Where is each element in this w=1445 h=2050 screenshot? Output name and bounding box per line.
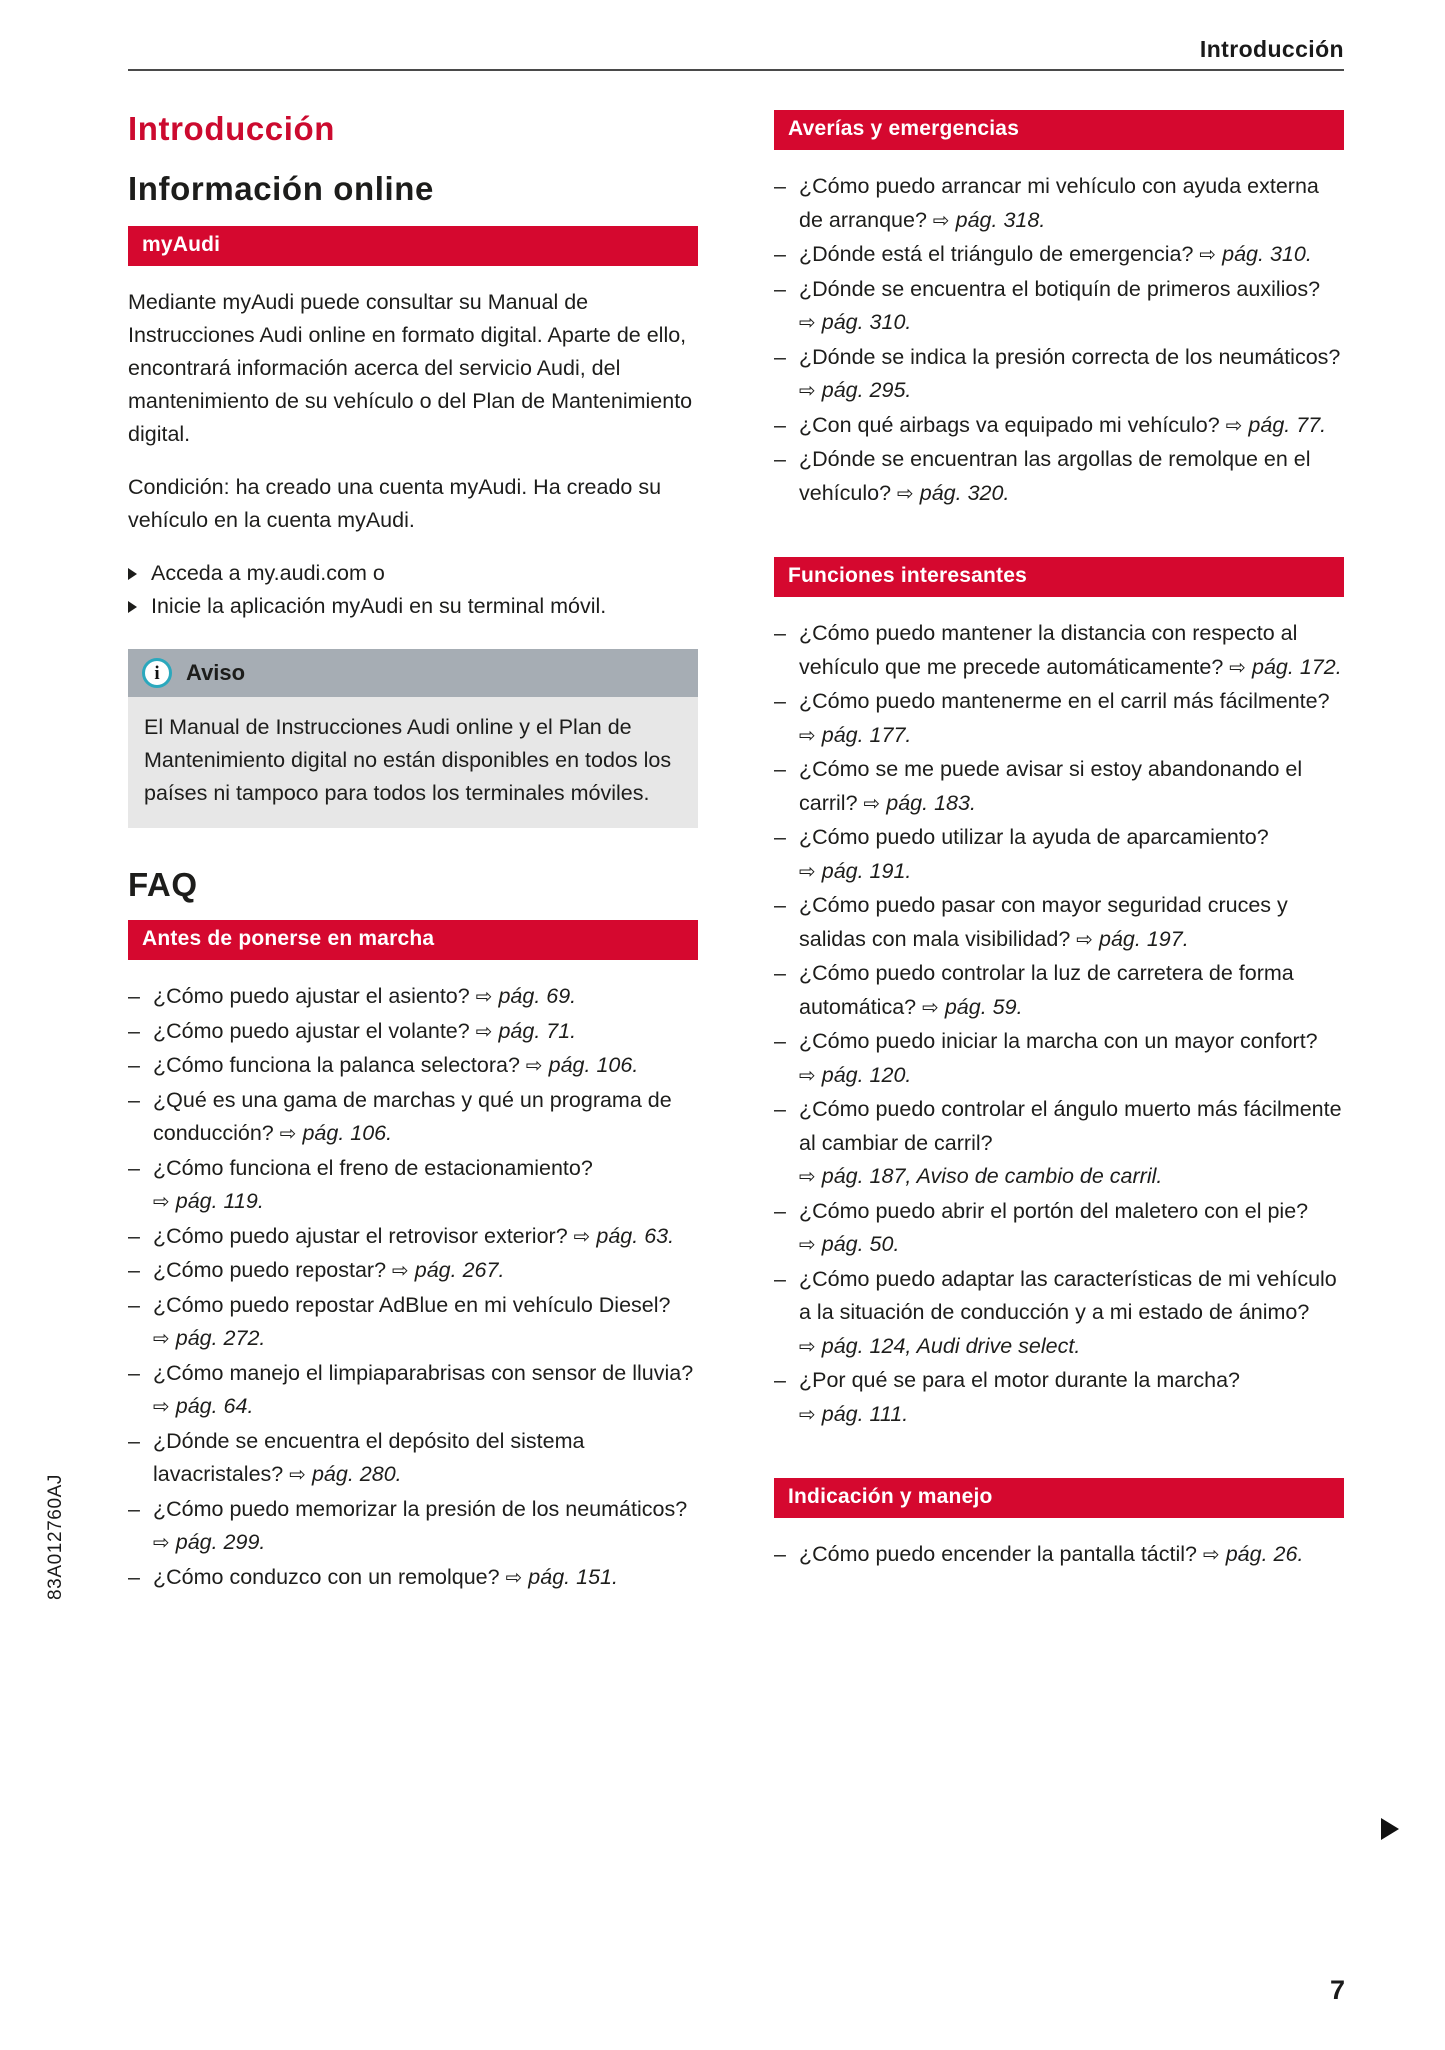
faq-list	[774, 170, 1344, 511]
page-reference[interactable]	[476, 984, 576, 1008]
reference-arrow-icon: ⇨	[505, 1566, 523, 1589]
faq-question: ¿Cómo puedo arrancar mi vehículo con ayuda externa de arranque?	[799, 174, 1319, 232]
list-dash: –	[774, 276, 786, 301]
list-dash: –	[128, 1360, 140, 1385]
page-reference[interactable]	[864, 791, 976, 815]
triangle-bullet-icon	[128, 568, 137, 580]
faq-item[interactable]	[774, 341, 1344, 409]
page-reference-label: pág. 183.	[880, 790, 976, 815]
reference-arrow-icon: ⇨	[799, 1403, 816, 1426]
faq-item[interactable]	[128, 1049, 698, 1084]
list-dash: –	[774, 1542, 786, 1567]
faq-question: ¿Cómo conduzco con un remolque?	[153, 1564, 506, 1589]
page-reference-label: pág. 106.	[296, 1121, 393, 1146]
reference-arrow-icon: ⇨	[289, 1464, 306, 1487]
faq-question: ¿Cómo puedo abrir el portón del maletero con el pie?	[799, 1198, 1309, 1223]
faq-item[interactable]	[128, 1220, 698, 1255]
page-number: 7	[1329, 1975, 1345, 2005]
reference-arrow-icon: ⇨	[799, 1064, 816, 1087]
faq-question: ¿Dónde se encuentra el depósito del sistema lavacristales?	[153, 1428, 585, 1487]
faq-question: ¿Qué es una gama de marchas y qué un programa de conducción?	[153, 1087, 672, 1146]
reference-arrow-icon: ⇨	[153, 1532, 170, 1555]
list-dash: –	[774, 242, 786, 267]
faq-item[interactable]	[774, 1538, 1344, 1573]
faq-item[interactable]	[774, 889, 1344, 957]
list-dash: –	[774, 344, 786, 369]
right-column	[774, 110, 1344, 1595]
reference-arrow-icon: ⇨	[799, 312, 816, 335]
page-reference[interactable]	[153, 1189, 264, 1213]
faq-item[interactable]	[774, 685, 1344, 753]
step-label: Inicie la aplicación myAudi en su terminal móvil.	[151, 594, 607, 619]
reference-arrow-icon: ⇨	[1076, 928, 1094, 951]
faq-question: ¿Cómo puedo ajustar el retrovisor exterior?	[153, 1223, 574, 1248]
faq-question: ¿Cómo se me puede avisar si estoy abandonando el carril?	[799, 757, 1303, 815]
page-reference-label: pág. 63.	[590, 1223, 675, 1248]
faq-item[interactable]	[774, 1263, 1344, 1365]
list-dash: –	[774, 757, 786, 782]
faq-question: ¿Con qué airbags va equipado mi vehículo?	[799, 412, 1226, 437]
page-reference-label: pág. 69.	[492, 984, 577, 1009]
page-reference[interactable]	[799, 1334, 1080, 1358]
info-icon: i	[142, 658, 172, 688]
faq-item[interactable]	[128, 1152, 698, 1220]
page-reference[interactable]	[799, 1232, 899, 1256]
page-reference-label: pág. 299.	[169, 1530, 266, 1555]
reference-arrow-icon: ⇨	[932, 209, 950, 232]
page-reference[interactable]	[153, 1530, 265, 1554]
faq-list	[774, 1538, 1344, 1573]
list-dash: –	[128, 1258, 140, 1283]
faq-item[interactable]	[774, 273, 1344, 341]
page-reference-label: pág. 59.	[938, 994, 1023, 1019]
faq-item[interactable]	[128, 1084, 698, 1152]
faq-question: ¿Cómo puedo controlar la luz de carretera de forma automática?	[799, 961, 1294, 1019]
page-reference-label: pág. 124, Audi drive select.	[815, 1333, 1081, 1358]
step-label: Acceda a my.audi.com o	[151, 561, 385, 586]
page-reference-label: pág. 280.	[306, 1462, 402, 1487]
faq-question: ¿Cómo puedo encender la pantalla táctil?	[799, 1542, 1203, 1567]
reference-arrow-icon: ⇨	[153, 1191, 170, 1214]
reference-arrow-icon: ⇨	[153, 1328, 170, 1351]
paragraph-myaudi-intro: Mediante myAudi puede consultar su Manual de Instrucciones Audi online en formato digital. Aparte de ello, encontrará información acerca del servicio Audi, del mantenimiento de su vehículo o del Plan de Mantenimiento digital.	[128, 290, 693, 447]
faq-item[interactable]	[128, 1357, 698, 1425]
faq-question: ¿Cómo puedo mantener la distancia con respecto al vehículo que me precede automáticamente?	[799, 621, 1298, 679]
page-reference-label: pág. 177.	[815, 722, 912, 747]
faq-item[interactable]	[774, 238, 1344, 273]
page-reference[interactable]	[153, 1394, 253, 1418]
list-dash: –	[128, 1496, 140, 1521]
faq-item[interactable]	[128, 1493, 698, 1561]
page-reference[interactable]	[799, 859, 911, 883]
page-reference[interactable]	[1229, 655, 1341, 679]
section-title: Información online	[128, 170, 434, 207]
faq-item[interactable]	[128, 1015, 698, 1050]
page-columns	[128, 110, 1344, 1595]
reference-arrow-icon: ⇨	[279, 1123, 297, 1146]
reference-arrow-icon: ⇨	[799, 1166, 816, 1189]
page-reference-label: pág. 111.	[815, 1401, 909, 1426]
faq-question: ¿Cómo puedo repostar AdBlue en mi vehículo Diesel?	[153, 1292, 671, 1317]
page-header	[128, 36, 1344, 71]
list-dash: –	[128, 1018, 140, 1043]
page-reference-label: pág. 191.	[815, 858, 912, 883]
faq-item[interactable]	[128, 1561, 698, 1596]
reference-arrow-icon: ⇨	[153, 1396, 170, 1419]
left-column	[128, 110, 698, 1595]
page-reference[interactable]	[897, 481, 1009, 505]
faq-question: ¿Cómo funciona la palanca selectora?	[153, 1053, 526, 1078]
reference-arrow-icon: ⇨	[897, 482, 914, 505]
page-reference[interactable]	[1199, 242, 1311, 266]
list-dash: –	[128, 1155, 140, 1180]
faq-question: ¿Dónde se indica la presión correcta de los neumáticos?	[799, 344, 1341, 369]
list-dash: –	[128, 1564, 140, 1589]
page-reference[interactable]	[392, 1258, 504, 1282]
subsection-bar: Averías y emergencias	[774, 110, 1344, 150]
page-reference-label: pág. 71.	[492, 1018, 577, 1043]
page-reference-label: pág. 172.	[1246, 654, 1342, 679]
step-item	[128, 590, 698, 623]
list-dash: –	[774, 621, 786, 646]
faq-question: ¿Cómo puedo controlar el ángulo muerto más fácilmente al cambiar de carril?	[799, 1097, 1342, 1155]
list-dash: –	[774, 1368, 786, 1393]
page-reference[interactable]	[506, 1565, 618, 1589]
faq-question: ¿Cómo puedo mantenerme en el carril más fácilmente?	[799, 689, 1330, 714]
faq-item[interactable]	[128, 1425, 698, 1493]
list-dash: –	[774, 174, 786, 199]
page-reference[interactable]	[476, 1019, 576, 1043]
page-reference[interactable]	[799, 1063, 911, 1087]
faq-item[interactable]	[774, 1025, 1344, 1093]
page-reference-label: pág. 310.	[1216, 242, 1312, 267]
subsection-bar-myaudi: myAudi	[128, 226, 698, 266]
list-dash: –	[774, 447, 786, 472]
page-reference-label: pág. 26.	[1219, 1542, 1304, 1567]
page-reference[interactable]	[799, 1164, 1162, 1188]
page-reference-label: pág. 106.	[542, 1053, 639, 1078]
subsection-bar: Indicación y manejo	[774, 1478, 1344, 1518]
faq-question: ¿Por qué se para el motor durante la marcha?	[799, 1368, 1240, 1393]
faq-question: ¿Cómo funciona el freno de estacionamiento?	[153, 1155, 593, 1180]
page-reference[interactable]	[799, 723, 911, 747]
page-reference-label: pág. 64.	[169, 1394, 254, 1419]
list-dash: –	[128, 1053, 140, 1078]
faq-item[interactable]	[774, 957, 1344, 1025]
reference-arrow-icon: ⇨	[1225, 414, 1243, 437]
list-dash: –	[128, 1428, 140, 1453]
faq-item[interactable]	[128, 1289, 698, 1357]
reference-arrow-icon: ⇨	[922, 996, 939, 1019]
faq-item[interactable]	[774, 753, 1344, 821]
page-reference-label: pág. 272.	[169, 1326, 266, 1351]
reference-arrow-icon: ⇨	[799, 860, 816, 883]
faq-item[interactable]	[774, 1364, 1344, 1432]
page-reference-label: pág. 197.	[1093, 926, 1189, 951]
triangle-bullet-icon	[128, 601, 137, 613]
faq-question: ¿Cómo puedo memorizar la presión de los neumáticos?	[153, 1496, 688, 1521]
chapter-title: Introducción	[128, 110, 336, 147]
faq-item[interactable]	[774, 409, 1344, 444]
page-reference-label: pág. 187, Aviso de cambio de carril.	[815, 1164, 1163, 1189]
list-dash: –	[774, 1097, 786, 1122]
note-text: El Manual de Instrucciones Audi online y el Plan de Mantenimiento digital no están disponibles en todos los países ni tampoco para todos los terminales móviles.	[144, 715, 672, 806]
header-title: Introducción	[1199, 36, 1344, 62]
reference-arrow-icon: ⇨	[573, 1225, 591, 1248]
reference-arrow-icon: ⇨	[799, 380, 816, 403]
continuation-arrow-icon	[1381, 1818, 1399, 1840]
page-reference-label: pág. 295.	[815, 378, 912, 403]
faq-question: ¿Cómo puedo utilizar la ayuda de aparcamiento?	[799, 825, 1269, 850]
page-reference-label: pág. 120.	[815, 1062, 912, 1087]
note-header	[128, 649, 698, 697]
page-reference[interactable]	[1203, 1542, 1303, 1566]
page-reference-label: pág. 151.	[522, 1564, 618, 1589]
list-dash: –	[774, 689, 786, 714]
list-dash: –	[774, 825, 786, 850]
faq-question: ¿Cómo puedo ajustar el volante?	[153, 1018, 476, 1043]
page-reference[interactable]	[526, 1053, 638, 1077]
list-dash: –	[774, 1029, 786, 1054]
faq-question: ¿Cómo manejo el limpiaparabrisas con sensor de lluvia?	[153, 1360, 694, 1385]
list-dash: –	[128, 1223, 140, 1248]
spine-part-number: 83A012760AJ	[45, 1474, 66, 1600]
page-reference[interactable]	[574, 1224, 674, 1248]
reference-arrow-icon: ⇨	[475, 1020, 493, 1043]
faq-item[interactable]	[774, 1093, 1344, 1195]
page-reference[interactable]	[933, 208, 1045, 232]
reference-arrow-icon: ⇨	[799, 1234, 816, 1257]
list-dash: –	[128, 1292, 140, 1317]
reference-arrow-icon: ⇨	[1202, 1544, 1220, 1567]
faq-list-antes	[128, 980, 698, 1595]
list-dash: –	[128, 1087, 140, 1112]
faq-question: ¿Dónde se encuentra el botiquín de primeros auxilios?	[799, 276, 1321, 301]
step-list	[128, 557, 698, 623]
reference-arrow-icon: ⇨	[799, 1335, 816, 1358]
faq-question: ¿Cómo puedo pasar con mayor seguridad cruces y salidas con mala visibilidad?	[799, 893, 1288, 951]
faq-item[interactable]	[774, 443, 1344, 511]
reference-arrow-icon: ⇨	[863, 792, 881, 815]
page-reference[interactable]	[799, 1402, 908, 1426]
faq-list	[774, 617, 1344, 1432]
list-dash: –	[774, 893, 786, 918]
faq-item[interactable]	[774, 1195, 1344, 1263]
faq-item[interactable]	[128, 980, 698, 1015]
page-reference-label: pág. 320.	[913, 480, 1010, 505]
reference-arrow-icon: ⇨	[1199, 244, 1217, 267]
page-reference[interactable]	[280, 1121, 392, 1145]
page-reference[interactable]	[1226, 413, 1326, 437]
faq-question: ¿Dónde está el triángulo de emergencia?	[799, 242, 1200, 267]
faq-question: ¿Cómo puedo adaptar las características de mi vehículo a la situación de conducción y a mi estado de ánimo?	[799, 1266, 1337, 1325]
page-reference[interactable]	[922, 995, 1022, 1019]
page-reference-label: pág. 77.	[1242, 412, 1327, 437]
subsection-bar-antes: Antes de ponerse en marcha	[128, 920, 698, 960]
page-reference-label: pág. 50.	[815, 1232, 900, 1257]
page-reference[interactable]	[289, 1462, 401, 1486]
page-reference[interactable]	[799, 378, 911, 402]
reference-arrow-icon: ⇨	[475, 986, 493, 1009]
list-dash: –	[774, 412, 786, 437]
page-reference-label: pág. 318.	[949, 207, 1046, 232]
faq-title: FAQ	[128, 866, 198, 904]
list-dash: –	[774, 1198, 786, 1223]
faq-item[interactable]	[774, 170, 1344, 238]
page-reference[interactable]	[1076, 927, 1188, 951]
note-title: Aviso	[186, 660, 246, 686]
list-dash: –	[774, 961, 786, 986]
page-reference[interactable]	[153, 1326, 265, 1350]
reference-arrow-icon: ⇨	[1229, 656, 1247, 679]
step-item	[128, 557, 698, 590]
note-box	[128, 649, 698, 828]
reference-arrow-icon: ⇨	[799, 724, 816, 747]
faq-item[interactable]	[774, 617, 1344, 685]
reference-arrow-icon: ⇨	[392, 1260, 409, 1283]
faq-question: ¿Dónde se encuentran las argollas de remolque en el vehículo?	[799, 447, 1311, 505]
faq-question: ¿Cómo puedo ajustar el asiento?	[153, 984, 476, 1009]
faq-item[interactable]	[128, 1254, 698, 1289]
subsection-bar: Funciones interesantes	[774, 557, 1344, 597]
faq-question: ¿Cómo puedo repostar?	[153, 1258, 393, 1283]
faq-question: ¿Cómo puedo iniciar la marcha con un mayor confort?	[799, 1029, 1318, 1054]
page-reference-label: pág. 267.	[408, 1258, 505, 1283]
list-dash: –	[774, 1266, 786, 1291]
reference-arrow-icon: ⇨	[525, 1055, 543, 1078]
list-dash: –	[128, 984, 140, 1009]
page-reference[interactable]	[799, 310, 911, 334]
paragraph-condition: Condición: ha creado una cuenta myAudi. Ha creado su vehículo en la cuenta myAudi.	[128, 475, 662, 533]
faq-item[interactable]	[774, 821, 1344, 889]
page-reference-label: pág. 310.	[815, 310, 912, 335]
page-reference-label: pág. 119.	[169, 1189, 264, 1214]
